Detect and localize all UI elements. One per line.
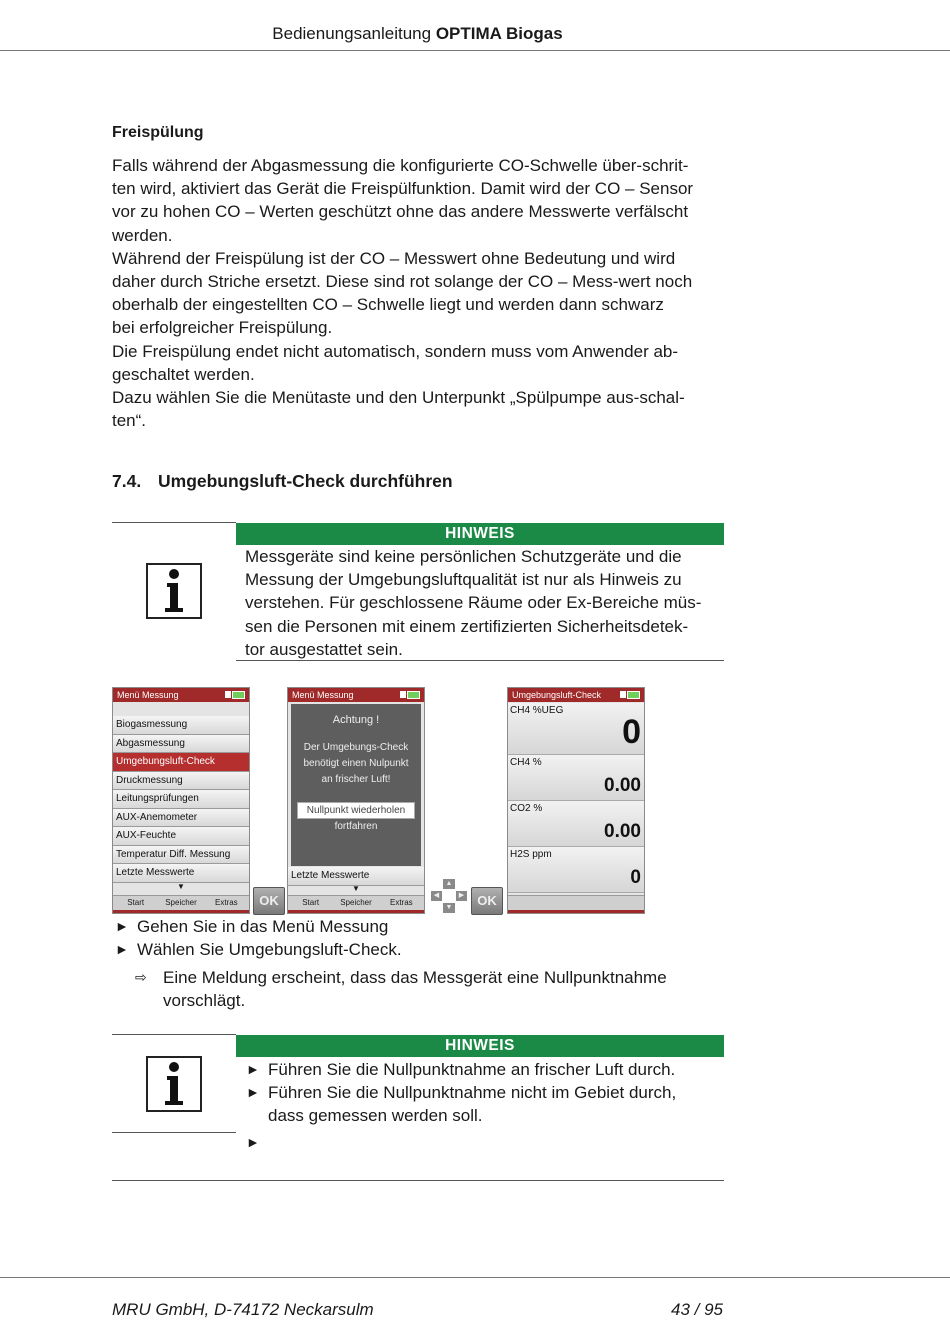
note1-label-bar: HINWEIS [236,523,724,545]
device-screen-menu [112,687,250,914]
battery-icon [627,691,640,699]
info-icon [146,563,202,619]
warning-popup [291,704,421,866]
step-item [115,915,715,938]
note-bullet [246,1131,724,1154]
arrow-bullet-icon: ► [246,1084,260,1101]
note1-left-rule [112,522,236,523]
plug-icon [620,691,626,698]
result-item [135,966,725,1012]
battery-icon [407,691,420,699]
menu-item-biogasmessung[interactable]: Biogasmessung [113,716,249,735]
para-line: werden. [112,225,173,245]
menu-item-aux-anemometer[interactable]: AUX-Anemometer [113,809,249,828]
note2-icon-rule [112,1132,236,1133]
arrow-bullet-icon: ► [115,941,129,957]
arrow-left-icon[interactable]: ◀ [431,891,442,901]
menu-item-temperatur-diff[interactable]: Temperatur Diff. Messung [113,846,249,865]
note2-label-bar: HINWEIS [236,1035,724,1057]
footer-company: MRU GmbH, D-74172 Neckarsulm [112,1300,374,1319]
screen-title: Menü Messung [292,690,354,700]
reading-row [508,703,644,755]
para-line: vor zu hohen CO – Werten geschützt ohne das andere Messwerte verfälscht [112,202,689,222]
note-bullet-line: Führen Sie die Nullpunktnahme nicht im Gebiet durch, [268,1083,677,1103]
para-line: Die Freispülung endet nicht automatisch, sondern muss vom Anwender ab- [112,341,679,361]
para-line: daher durch Striche ersetzt. Diese sind rot solange der CO – Mess-wert noch [112,272,693,292]
note1-text [245,545,725,661]
note-bullet [246,1081,724,1127]
softkey-extras[interactable]: Extras [214,898,238,907]
note-bullet-line: dass gemessen werden soll. [268,1106,483,1126]
menu-item-druckmessung[interactable]: Druckmessung [113,772,249,791]
softkey-speicher[interactable]: Speicher [340,898,372,907]
para-line: Während der Freispülung ist der CO – Messwert ohne Bedeutung und wird [112,248,676,268]
screen-title: Umgebungsluft-Check [512,690,602,700]
note-line: sen die Personen mit einem zertifizierten Sicherheitsdetek- [245,616,689,636]
reading-value: 0.00 [604,775,641,796]
arrow-up-icon[interactable]: ▲ [443,879,455,889]
note-line: Messgeräte sind keine persönlichen Schutzgeräte und die [245,547,682,566]
popup-option-fortfahren[interactable]: fortfahren [334,821,378,832]
note-bullet-text [268,1081,676,1127]
screen-titlebar [508,688,644,702]
section-number: 7.4. [112,471,142,491]
para-line: oberhalb der eingestellten CO – Schwelle liegt und werden dann schwarz [112,295,664,315]
softkey-start[interactable]: Start [127,898,145,907]
popup-line: an frischer Luft! [321,774,391,785]
header-rule [0,50,950,51]
footer-rule [0,1277,950,1278]
device-screen-warning [287,687,425,914]
arrow-down-icon[interactable]: ▼ [443,903,455,913]
reading-value: 0 [622,713,641,751]
note-line: verstehen. Für geschlossene Räume oder Ex-Bereiche müs- [245,593,702,613]
subheading-freispuelung: Freispülung [112,124,204,141]
screen-bottom-strip [113,910,249,913]
scroll-down-icon: ▼ [352,884,360,893]
arrow-bullet-icon: ► [246,1061,260,1077]
step-item [115,938,715,961]
reading-value: 0.00 [604,821,641,842]
step-text: Wählen Sie Umgebungsluft-Check. [137,940,402,959]
menu-item-letzte-messwerte[interactable]: Letzte Messwerte [288,867,424,886]
reading-label: CH4 %UEG [510,705,564,716]
reading-label: CO2 % [510,803,543,814]
popup-message [291,740,421,788]
reading-row [508,847,644,893]
note-line: Messung der Umgebungsluftqualität ist nur als Hinweis zu [245,570,682,590]
section-title: Umgebungsluft-Check durchführen [158,471,453,491]
popup-line: benötigt einen Nulpunkt [303,758,409,769]
battery-icon [232,691,245,699]
header-prefix: Bedienungsanleitung [272,24,436,43]
ok-button[interactable]: OK [253,887,285,915]
step-text: Gehen Sie in das Menü Messung [137,917,389,936]
result-text [163,966,667,1012]
note-bullet-text: Führen Sie die Nullpunktnahme an frischer Luft durch. [268,1060,676,1079]
reading-value: 0 [630,867,641,888]
popup-option-nullpunkt[interactable]: Nullpunkt wiederholen [297,802,415,819]
arrow-bullet-icon: ► [115,918,129,934]
menu-item-aux-feuchte[interactable]: AUX-Feuchte [113,827,249,846]
softkey-speicher[interactable]: Speicher [165,898,197,907]
arrow-bullet-icon: ► [246,1133,260,1150]
result-line: vorschlägt. [163,991,246,1011]
para-line: Falls während der Abgasmessung die konfigurierte CO-Schwelle über-schrit- [112,156,689,175]
note-bullet [246,1058,724,1081]
reading-label: H2S ppm [510,849,552,860]
header-product: OPTIMA Biogas [435,24,563,43]
softkey-bar [508,895,644,910]
screen-bottom-strip [508,910,644,913]
device-screen-readings [507,687,645,914]
screen-title: Menü Messung [117,690,179,700]
note-line: tor ausgestattet sein. [245,639,403,659]
para-line: geschaltet werden. [112,364,255,384]
popup-title: Achtung ! [332,714,380,726]
result-arrow-icon: ⇨ [135,969,147,985]
freispuelung-paragraph [112,154,727,432]
popup-line: Der Umgebungs-Check [303,742,409,753]
softkey-bar [113,895,249,910]
menu-item-letzte-messwerte[interactable]: Letzte Messwerte [113,864,249,883]
scroll-down-icon: ▼ [177,881,185,891]
ok-button[interactable]: OK [471,887,503,915]
direction-pad [431,879,467,913]
reading-label: CH4 % [510,757,542,768]
softkey-bar [288,895,424,910]
menu-item-abgasmessung[interactable]: Abgasmessung [113,735,249,754]
menu-item-leitungspruefungen[interactable]: Leitungsprüfungen [113,790,249,809]
screen-bottom-strip [288,910,424,913]
para-line: ten“. [112,411,147,431]
plug-icon [400,691,406,698]
note2-bottom-rule [112,1180,724,1181]
softkey-start[interactable]: Start [302,898,320,907]
plug-icon [225,691,231,698]
page-number: 43 / 95 [671,1300,723,1319]
screen-titlebar [113,688,249,702]
info-icon [146,1056,202,1112]
para-line: ten wird, aktiviert das Gerät die Freispülfunktion. Damit wird der CO – Sensor [112,179,694,199]
reading-row [508,755,644,801]
menu-item-umgebungsluft-check[interactable]: Umgebungsluft-Check [113,753,249,772]
reading-row [508,801,644,847]
screen-titlebar [288,688,424,702]
para-line: Dazu wählen Sie die Menütaste und den Unterpunkt „Spülpumpe aus-schal- [112,388,685,408]
softkey-extras[interactable]: Extras [389,898,413,907]
note2-bullets [246,1058,724,1154]
section-heading-7-4 [112,471,453,492]
note2-left-rule [112,1034,236,1035]
result-line: Eine Meldung erscheint, dass das Messgerät eine Nullpunktnahme [163,968,667,987]
running-header [0,24,835,44]
para-line: bei erfolgreicher Freispülung. [112,318,333,338]
arrow-right-icon[interactable]: ▶ [456,891,467,901]
note1-bottom-rule [236,660,724,661]
